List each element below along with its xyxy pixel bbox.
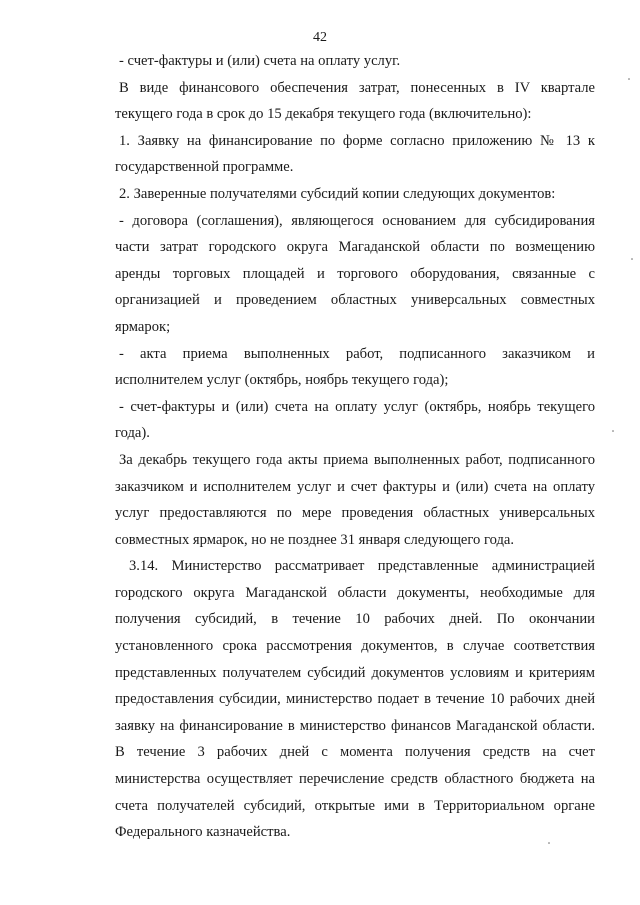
paragraph-invoice-item: - счет-фактуры и (или) счета на оплату услуг. bbox=[119, 53, 401, 69]
scan-speck bbox=[548, 842, 550, 844]
scan-speck bbox=[628, 78, 630, 80]
paragraph-invoice-oct-nov-item: - счет-фактуры и (или) счета на оплату услуг (октябрь, ноябрь текущего года). bbox=[115, 398, 595, 442]
paragraph-3-14: 3.14. Министерство рассматривает представленные администрацией городского округа Магаданской области документы, необходимые для получения субсидий, в течение 10 рабочих дней. По окончании установленного срока рассмотрения документов, в случае соответствия представленных получателем субсидий документов условиям и критериям предоставления субсидии, министерство подает в течение 10 рабочих дней заявку на финансирование в министерство финансов Магаданской области. В течение 3 рабочих дней с момента получения средств на счет министерства осуществляет перечисление средств областного бюджета на счета получателей субсидий, открытые ими в Территориальном органе Федерального казначейства. bbox=[115, 558, 595, 841]
paragraph-acceptance-act-item: - акта приема выполненных работ, подписанного заказчиком и исполнителем услуг (октябрь, ноябрь текущего года); bbox=[115, 345, 595, 389]
document-body bbox=[115, 48, 595, 846]
paragraph-december-note: За декабрь текущего года акты приема выполненных работ, подписанного заказчиком и исполнителем услуг и счет фактуры и (или) счета на оплату услуг предоставляются по мере проведения областных универсальных совместных ярмарок, но не позднее 31 января следующего года. bbox=[115, 451, 595, 548]
scan-speck bbox=[612, 430, 614, 432]
paragraph-application: 1. Заявку на финансирование по форме согласно приложению № 13 к государственной программе. bbox=[115, 132, 595, 176]
scan-speck bbox=[631, 258, 633, 260]
paragraph-q4-intro: В виде финансового обеспечения затрат, понесенных в IV квартале текущего года в срок до 15 декабря текущего года (включительно): bbox=[115, 79, 595, 123]
paragraph-certified-copies: 2. Заверенные получателями субсидий копии следующих документов: bbox=[119, 185, 556, 202]
paragraph-contract-item: - договора (соглашения), являющегося основанием для субсидирования части затрат городского округа Магаданской области по возмещению аренды торговых площадей и торгового оборудования, связанные с организацией и проведением областных универсальных совместных ярмарок; bbox=[115, 212, 595, 335]
page-number: 42 bbox=[313, 30, 327, 45]
